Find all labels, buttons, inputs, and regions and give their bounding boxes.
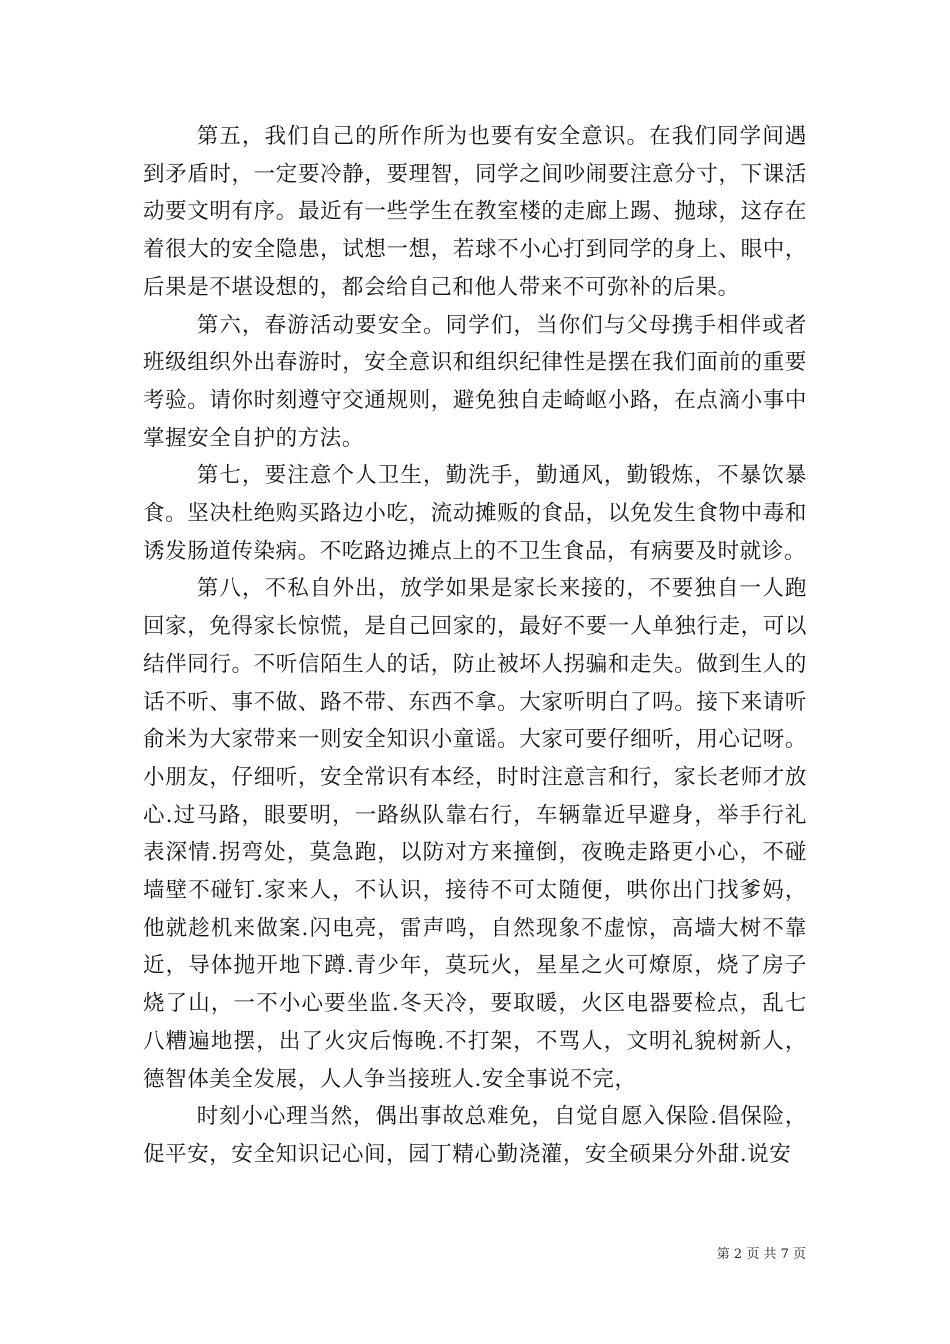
paragraph-5: 第五，我们自己的所作所为也要有安全意识。在我们同学间遇到矛盾时，一定要冷静，要理智，同学之间吵闹要注意分寸，下课活动要文明有序。最近有一些学生在教室楼的走廊上踢、抛球，这存在着很大的安全隐患，试想一想，若球不小心打到同学的身上、眼中，后果是不堪设想的，都会给自己和他人带来不可弥补的后果。 [143, 124, 807, 300]
paragraph-9: 时刻小心理当然，偶出事故总难免，自觉自愿入保险.倡保险，促平安，安全知识记心间，园丁精心勤浇灌，安全硕果分外甜.说安 [143, 1104, 807, 1167]
page-number-footer: 第 2 页 共 7 页 [716, 1247, 806, 1262]
paragraph-8: 第八，不私自外出，放学如果是家长来接的，不要独自一人跑回家，免得家长惊慌，是自己回家的，最好不要一人单独行走，可以结伴同行。不听信陌生人的话，防止被坏人拐骗和走失。做到生人的话不听、事不做、路不带、东西不拿。大家听明白了吗。接下来请听俞米为大家带来一则安全知识小童谣。大家可要仔细听，用心记呀。小朋友，仔细听，安全常识有本经，时时注意言和行，家长老师才放心.过马路，眼要明，一路纵队靠右行，车辆靠近早避身，举手行礼表深情.拐弯处，莫急跑，以防对方来撞倒，夜晚走路更小心，不碰墙壁不碰钉.家来人，不认识，接待不可太随便，哄你出门找爹妈，他就趁机来做案.闪电亮，雷声鸣，自然现象不虚惊，高墙大树不靠近，导体抛开地下蹲.青少年，莫玩火，星星之火可燎原，烧了房子烧了山，一不小心要坐监.冬天冷，要取暖，火区电器要检点，乱七八糟遍地摆，出了火灾后悔晚.不打架，不骂人，文明礼貌树新人，德智体美全发展，人人争当接班人.安全事说不完， [143, 576, 807, 1092]
paragraph-6: 第六，春游活动要安全。同学们，当你们与父母携手相伴或者班级组织外出春游时，安全意识和组织纪律性是摆在我们面前的重要考验。请你时刻遵守交通规则，避免独自走崎岖小路，在点滴小事中掌握安全自护的方法。 [143, 312, 807, 451]
document-body [143, 118, 807, 1174]
paragraph-7: 第七，要注意个人卫生，勤洗手，勤通风，勤锻炼，不暴饮暴食。坚决杜绝购买路边小吃，流动摊贩的食品，以免发生食物中毒和诱发肠道传染病。不吃路边摊点上的不卫生食品，有病要及时就诊。 [143, 463, 807, 564]
